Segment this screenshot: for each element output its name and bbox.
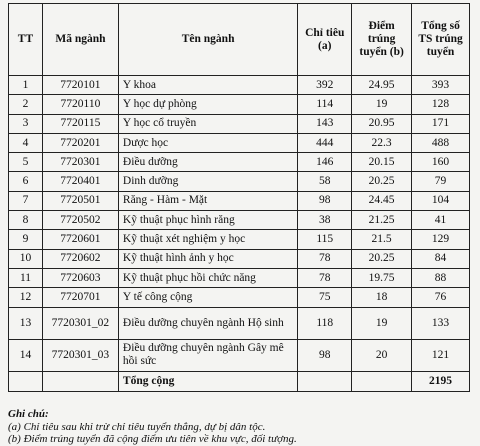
cell-diem: 19: [352, 307, 412, 339]
cell-ma-nganh: 7720301_03: [42, 339, 118, 371]
cell-empty: [352, 371, 412, 391]
cell-tong-so: 79: [412, 172, 470, 191]
header-chi-tieu: Chỉ tiêu (a): [298, 4, 352, 76]
cell-tt: 11: [9, 268, 43, 287]
cell-empty: [298, 371, 352, 391]
cell-ma-nganh: 7720301: [42, 153, 118, 172]
cell-ma-nganh: 7720601: [42, 230, 118, 249]
table-header-row: [9, 4, 470, 76]
cell-ten-nganh: Kỹ thuật hình ảnh y học: [118, 249, 297, 268]
cell-tong-so: 88: [412, 268, 470, 287]
cell-tt: 9: [9, 230, 43, 249]
cell-diem: 21.25: [352, 211, 412, 230]
cell-tt: 14: [9, 339, 43, 371]
cell-tt: 3: [9, 114, 43, 133]
cell-chi-tieu: 115: [298, 230, 352, 249]
total-row: [9, 371, 470, 391]
cell-ma-nganh: 7720602: [42, 249, 118, 268]
cell-tong-so: 76: [412, 288, 470, 307]
notes-title: Ghi chú:: [8, 408, 49, 420]
cell-tt: 5: [9, 153, 43, 172]
cell-ma-nganh: 7720110: [42, 95, 118, 114]
notes: [8, 408, 297, 446]
table-row: [9, 191, 470, 210]
table-row: [9, 172, 470, 191]
table-row: [9, 268, 470, 287]
cell-ten-nganh: Điều dưỡng chuyên ngành Gây mê hồi sức: [118, 339, 297, 371]
header-tong-so-ts: Tổng số TS trúng tuyển: [412, 4, 470, 76]
cell-chi-tieu: 143: [298, 114, 352, 133]
header-tt: TT: [9, 4, 43, 76]
cell-diem: 20.25: [352, 172, 412, 191]
cell-ten-nganh: Răng - Hàm - Mặt: [118, 191, 297, 210]
cell-tong-so: 129: [412, 230, 470, 249]
cell-tt: 7: [9, 191, 43, 210]
table-row: [9, 133, 470, 152]
cell-tt: 6: [9, 172, 43, 191]
cell-tong-so: 104: [412, 191, 470, 210]
cell-tt: 10: [9, 249, 43, 268]
note-a: (a) Chỉ tiêu sau khi trừ chỉ tiêu tuyển thẳng, dự bị dân tộc.: [8, 420, 266, 433]
table-row: [9, 95, 470, 114]
cell-tong-so: 133: [412, 307, 470, 339]
cell-tong-so: 488: [412, 133, 470, 152]
cell-ma-nganh: 7720301_02: [42, 307, 118, 339]
cell-diem: 20.15: [352, 153, 412, 172]
cell-tong-so: 121: [412, 339, 470, 371]
cell-chi-tieu: 58: [298, 172, 352, 191]
cell-tong-so: 393: [412, 76, 470, 95]
cell-tt: 4: [9, 133, 43, 152]
cell-empty: [42, 371, 118, 391]
cell-tong-so: 41: [412, 211, 470, 230]
cell-tong-so: 160: [412, 153, 470, 172]
cell-ten-nganh: Y học dự phòng: [118, 95, 297, 114]
table-row: [9, 339, 470, 371]
cell-chi-tieu: 146: [298, 153, 352, 172]
cell-diem: 19: [352, 95, 412, 114]
cell-ten-nganh: Y tế công cộng: [118, 288, 297, 307]
cell-empty: [9, 371, 43, 391]
cell-chi-tieu: 78: [298, 268, 352, 287]
cell-tt: 1: [9, 76, 43, 95]
cell-ma-nganh: 7720201: [42, 133, 118, 152]
header-diem-trung-tuyen: Điểm trúng tuyển (b): [352, 4, 412, 76]
table-body: [9, 76, 470, 392]
cell-chi-tieu: 78: [298, 249, 352, 268]
table-row: [9, 307, 470, 339]
table-row: [9, 76, 470, 95]
cell-diem: 20: [352, 339, 412, 371]
cell-chi-tieu: 118: [298, 307, 352, 339]
table-row: [9, 230, 470, 249]
cell-ma-nganh: 7720603: [42, 268, 118, 287]
cell-tt: 2: [9, 95, 43, 114]
table-row: [9, 288, 470, 307]
cell-chi-tieu: 392: [298, 76, 352, 95]
cell-chi-tieu: 114: [298, 95, 352, 114]
cell-ma-nganh: 7720401: [42, 172, 118, 191]
cell-diem: 18: [352, 288, 412, 307]
cell-ten-nganh: Kỹ thuật xét nghiệm y học: [118, 230, 297, 249]
cell-ten-nganh: Dinh dưỡng: [118, 172, 297, 191]
cell-diem: 21.5: [352, 230, 412, 249]
cell-chi-tieu: 75: [298, 288, 352, 307]
cell-chi-tieu: 98: [298, 191, 352, 210]
cell-tong-so: 128: [412, 95, 470, 114]
cell-chi-tieu: 98: [298, 339, 352, 371]
cell-diem: 24.45: [352, 191, 412, 210]
cell-ma-nganh: 7720501: [42, 191, 118, 210]
table-row: [9, 249, 470, 268]
cell-ten-nganh: Dược học: [118, 133, 297, 152]
cell-chi-tieu: 38: [298, 211, 352, 230]
cell-diem: 22.3: [352, 133, 412, 152]
cell-tt: 12: [9, 288, 43, 307]
cell-diem: 20.25: [352, 249, 412, 268]
table-row: [9, 153, 470, 172]
cell-ma-nganh: 7720701: [42, 288, 118, 307]
admission-results-table: [8, 3, 470, 392]
cell-tt: 13: [9, 307, 43, 339]
cell-chi-tieu: 444: [298, 133, 352, 152]
table-row: [9, 114, 470, 133]
cell-diem: 24.95: [352, 76, 412, 95]
cell-tong-so: 171: [412, 114, 470, 133]
cell-ma-nganh: 7720101: [42, 76, 118, 95]
table-row: [9, 211, 470, 230]
cell-ten-nganh: Y khoa: [118, 76, 297, 95]
note-b: (b) Điểm trúng tuyển đã cộng điểm ưu tiên về khu vực, đối tượng.: [8, 433, 297, 445]
cell-ma-nganh: 7720502: [42, 211, 118, 230]
cell-diem: 19.75: [352, 268, 412, 287]
cell-ma-nganh: 7720115: [42, 114, 118, 133]
header-ma-nganh: Mã ngành: [42, 4, 118, 76]
cell-ten-nganh: Kỹ thuật phục hình răng: [118, 211, 297, 230]
cell-ten-nganh: Điều dưỡng chuyên ngành Hộ sinh: [118, 307, 297, 339]
cell-ten-nganh: Y học cổ truyền: [118, 114, 297, 133]
total-label: Tổng cộng: [118, 371, 297, 391]
cell-ten-nganh: Kỹ thuật phục hồi chức năng: [118, 268, 297, 287]
cell-tt: 8: [9, 211, 43, 230]
cell-tong-so: 84: [412, 249, 470, 268]
header-ten-nganh: Tên ngành: [118, 4, 297, 76]
cell-diem: 20.95: [352, 114, 412, 133]
total-value: 2195: [412, 371, 470, 391]
cell-ten-nganh: Điều dưỡng: [118, 153, 297, 172]
